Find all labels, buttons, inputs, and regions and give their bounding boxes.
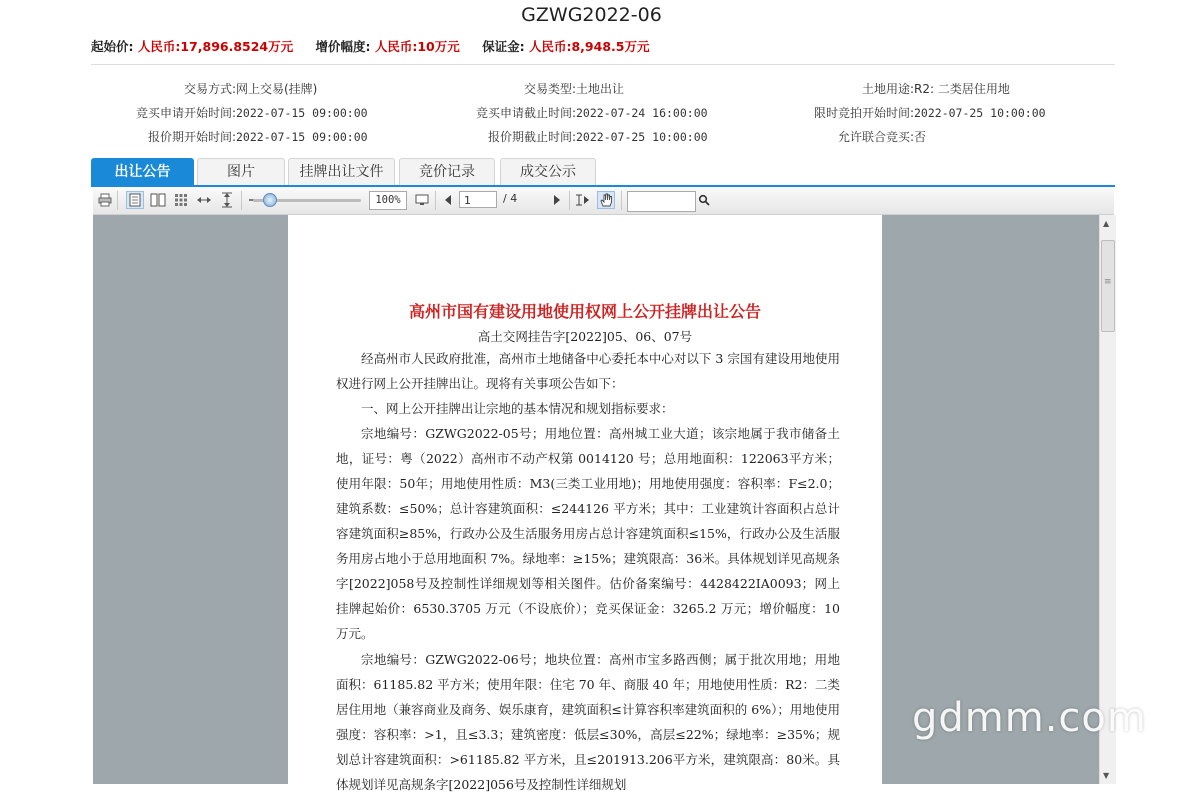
info-trade-method xyxy=(91,80,317,97)
start-price-label: 起始价: xyxy=(91,39,134,54)
info-trade-type xyxy=(440,80,624,97)
single-page-icon[interactable] xyxy=(126,191,144,209)
land-use-value: R2: 二类居住用地 xyxy=(914,82,1010,96)
joint-bid-value: 否 xyxy=(914,130,927,144)
pdf-toolbar xyxy=(93,187,1114,215)
toolbar-separator xyxy=(117,191,118,210)
parcel-05-paragraph: 宗地编号：GZWG2022-05号；用地位置：高州城工业大道；该宗地属于我市储备土地，证号：粤（2022）高州市不动产权第 0014120 号；总用地面积：122063平方米；使用年限：50年；用地使用性质：M3(三类工业用地)；用地使用强度：容积率：F≤2.0；建筑系数：≤50%；总计容建筑面积：≤244126 平方米；其中：工业建筑计容面积占总计容建筑面积≥85%，行政办公及生活服务用房占总计容建筑面积≤15%，行政办公及生活服务用房占地小于总用地面积 7%。绿地率：≥15%；建筑限高：36米。具体规划详见高规条字[2022]058号及控制性详细规划等相关图件。估价备案编号：4428422IA0093；网上挂牌起始价：6530.3705 万元（不设底价）；竞买保证金：3265.2 万元；增价幅度：10 万元。 xyxy=(336,426,840,641)
zoom-slider-handle[interactable] xyxy=(263,193,277,207)
land-use-label: 土地用途: xyxy=(861,82,914,96)
increment-value: 人民币:10万元 xyxy=(374,39,460,54)
info-land-use xyxy=(780,80,1010,97)
tab-images[interactable]: 图片 xyxy=(197,158,285,186)
page-title: GZWG2022-06 xyxy=(521,4,662,26)
fullscreen-icon[interactable] xyxy=(413,191,431,209)
info-apply-start xyxy=(91,104,368,121)
hand-tool-icon[interactable] xyxy=(597,191,615,209)
bid-start-value: 2022-07-25 10:00:00 xyxy=(914,106,1046,120)
search-icon[interactable] xyxy=(695,191,713,209)
fit-width-icon[interactable] xyxy=(195,191,213,209)
tab-bid-records[interactable]: 竞价记录 xyxy=(399,158,495,186)
tab-listing-documents[interactable]: 挂牌出让文件 xyxy=(288,158,395,186)
page-total: / 4 xyxy=(503,192,518,205)
apply-start-label: 竞买申请开始时间: xyxy=(135,106,236,120)
info-joint-bid xyxy=(780,128,926,145)
previous-page-icon[interactable] xyxy=(439,191,457,209)
zoom-level-field[interactable]: 100% xyxy=(369,191,407,210)
joint-bid-label: 允许联合竞买: xyxy=(837,130,914,144)
page-number-input[interactable]: 1 xyxy=(459,191,497,208)
two-page-icon[interactable] xyxy=(149,191,167,209)
trade-method-label: 交易方式: xyxy=(183,82,236,96)
text-select-icon[interactable] xyxy=(573,191,591,209)
price-bar xyxy=(91,37,667,55)
scroll-down-icon[interactable]: ▼ xyxy=(1103,771,1110,780)
print-icon[interactable] xyxy=(96,191,114,209)
deposit-value: 人民币:8,948.5万元 xyxy=(528,39,650,54)
quote-start-value: 2022-07-15 09:00:00 xyxy=(236,130,368,144)
search-input[interactable] xyxy=(627,191,696,212)
document-title: 高州市国有建设用地使用权网上公开挂牌出让公告 xyxy=(408,302,761,321)
toolbar-separator xyxy=(621,191,622,210)
info-bid-start xyxy=(780,104,1046,121)
site-watermark: gdmm.com xyxy=(912,695,1147,741)
document-page xyxy=(288,215,882,792)
thumbnail-grid-icon[interactable] xyxy=(172,191,190,209)
fit-height-icon[interactable] xyxy=(218,191,236,209)
divider xyxy=(91,64,1115,65)
intro-paragraph: 经高州市人民政府批准，高州市土地储备中心委托本中心对以下 3 宗国有建设用地使用权进行网上公开挂牌出让。现将有关事项公告如下： xyxy=(336,351,840,391)
trade-method-value: 网上交易(挂牌) xyxy=(236,82,318,96)
bid-start-label: 限时竞拍开始时间: xyxy=(813,106,914,120)
next-page-icon[interactable] xyxy=(548,191,566,209)
info-quote-start xyxy=(91,128,368,145)
info-quote-end xyxy=(440,128,708,145)
start-price-value: 人民币:17,896.8524万元 xyxy=(137,39,294,54)
quote-start-label: 报价期开始时间: xyxy=(147,130,236,144)
section-heading: 一、网上公开挂牌出让宗地的基本情况和规划指标要求： xyxy=(361,401,674,416)
trade-type-value: 土地出让 xyxy=(576,82,625,96)
apply-start-value: 2022-07-15 09:00:00 xyxy=(236,106,368,120)
tab-transaction-notice[interactable]: 成交公示 xyxy=(500,158,596,186)
scroll-up-icon[interactable]: ▲ xyxy=(1103,219,1110,228)
tab-announcement[interactable]: 出让公告 xyxy=(91,158,194,186)
toolbar-separator xyxy=(241,191,242,210)
quote-end-value: 2022-07-25 10:00:00 xyxy=(576,130,708,144)
apply-end-label: 竞买申请截止时间: xyxy=(475,106,576,120)
quote-end-label: 报价期截止时间: xyxy=(487,130,576,144)
info-apply-end xyxy=(440,104,708,121)
document-reference-number: 高土交网挂告字[2022]05、06、07号 xyxy=(477,329,693,344)
scrollbar-thumb[interactable] xyxy=(1101,240,1115,332)
increment-label: 增价幅度: xyxy=(315,39,371,54)
deposit-label: 保证金: xyxy=(482,39,525,54)
trade-type-label: 交易类型: xyxy=(523,82,576,96)
toolbar-separator xyxy=(569,191,570,210)
parcel-06-paragraph: 宗地编号：GZWG2022-06号；地块位置：高州市宝多路西侧；属于批次用地；用地面积：61185.82 平方米；使用年限：住宅 70 年、商服 40 年；用地使用性质：R2：二类居住用地（兼容商业及商务、娱乐康育，建筑面积≤计算容积率建筑面积的 6%）；用地使用强度：容积率：>1，且≤3.3；建筑密度：低层≤30%，高层≤22%；绿地率：≥35%；规划总计容建筑面积：>61185.82 平方米，且≤201913.206平方米，建筑限高：80米。具体规划详见高规条字[2022]056号及控制性详细规划 xyxy=(336,652,840,792)
apply-end-value: 2022-07-24 16:00:00 xyxy=(576,106,708,120)
toolbar-separator xyxy=(435,191,436,210)
